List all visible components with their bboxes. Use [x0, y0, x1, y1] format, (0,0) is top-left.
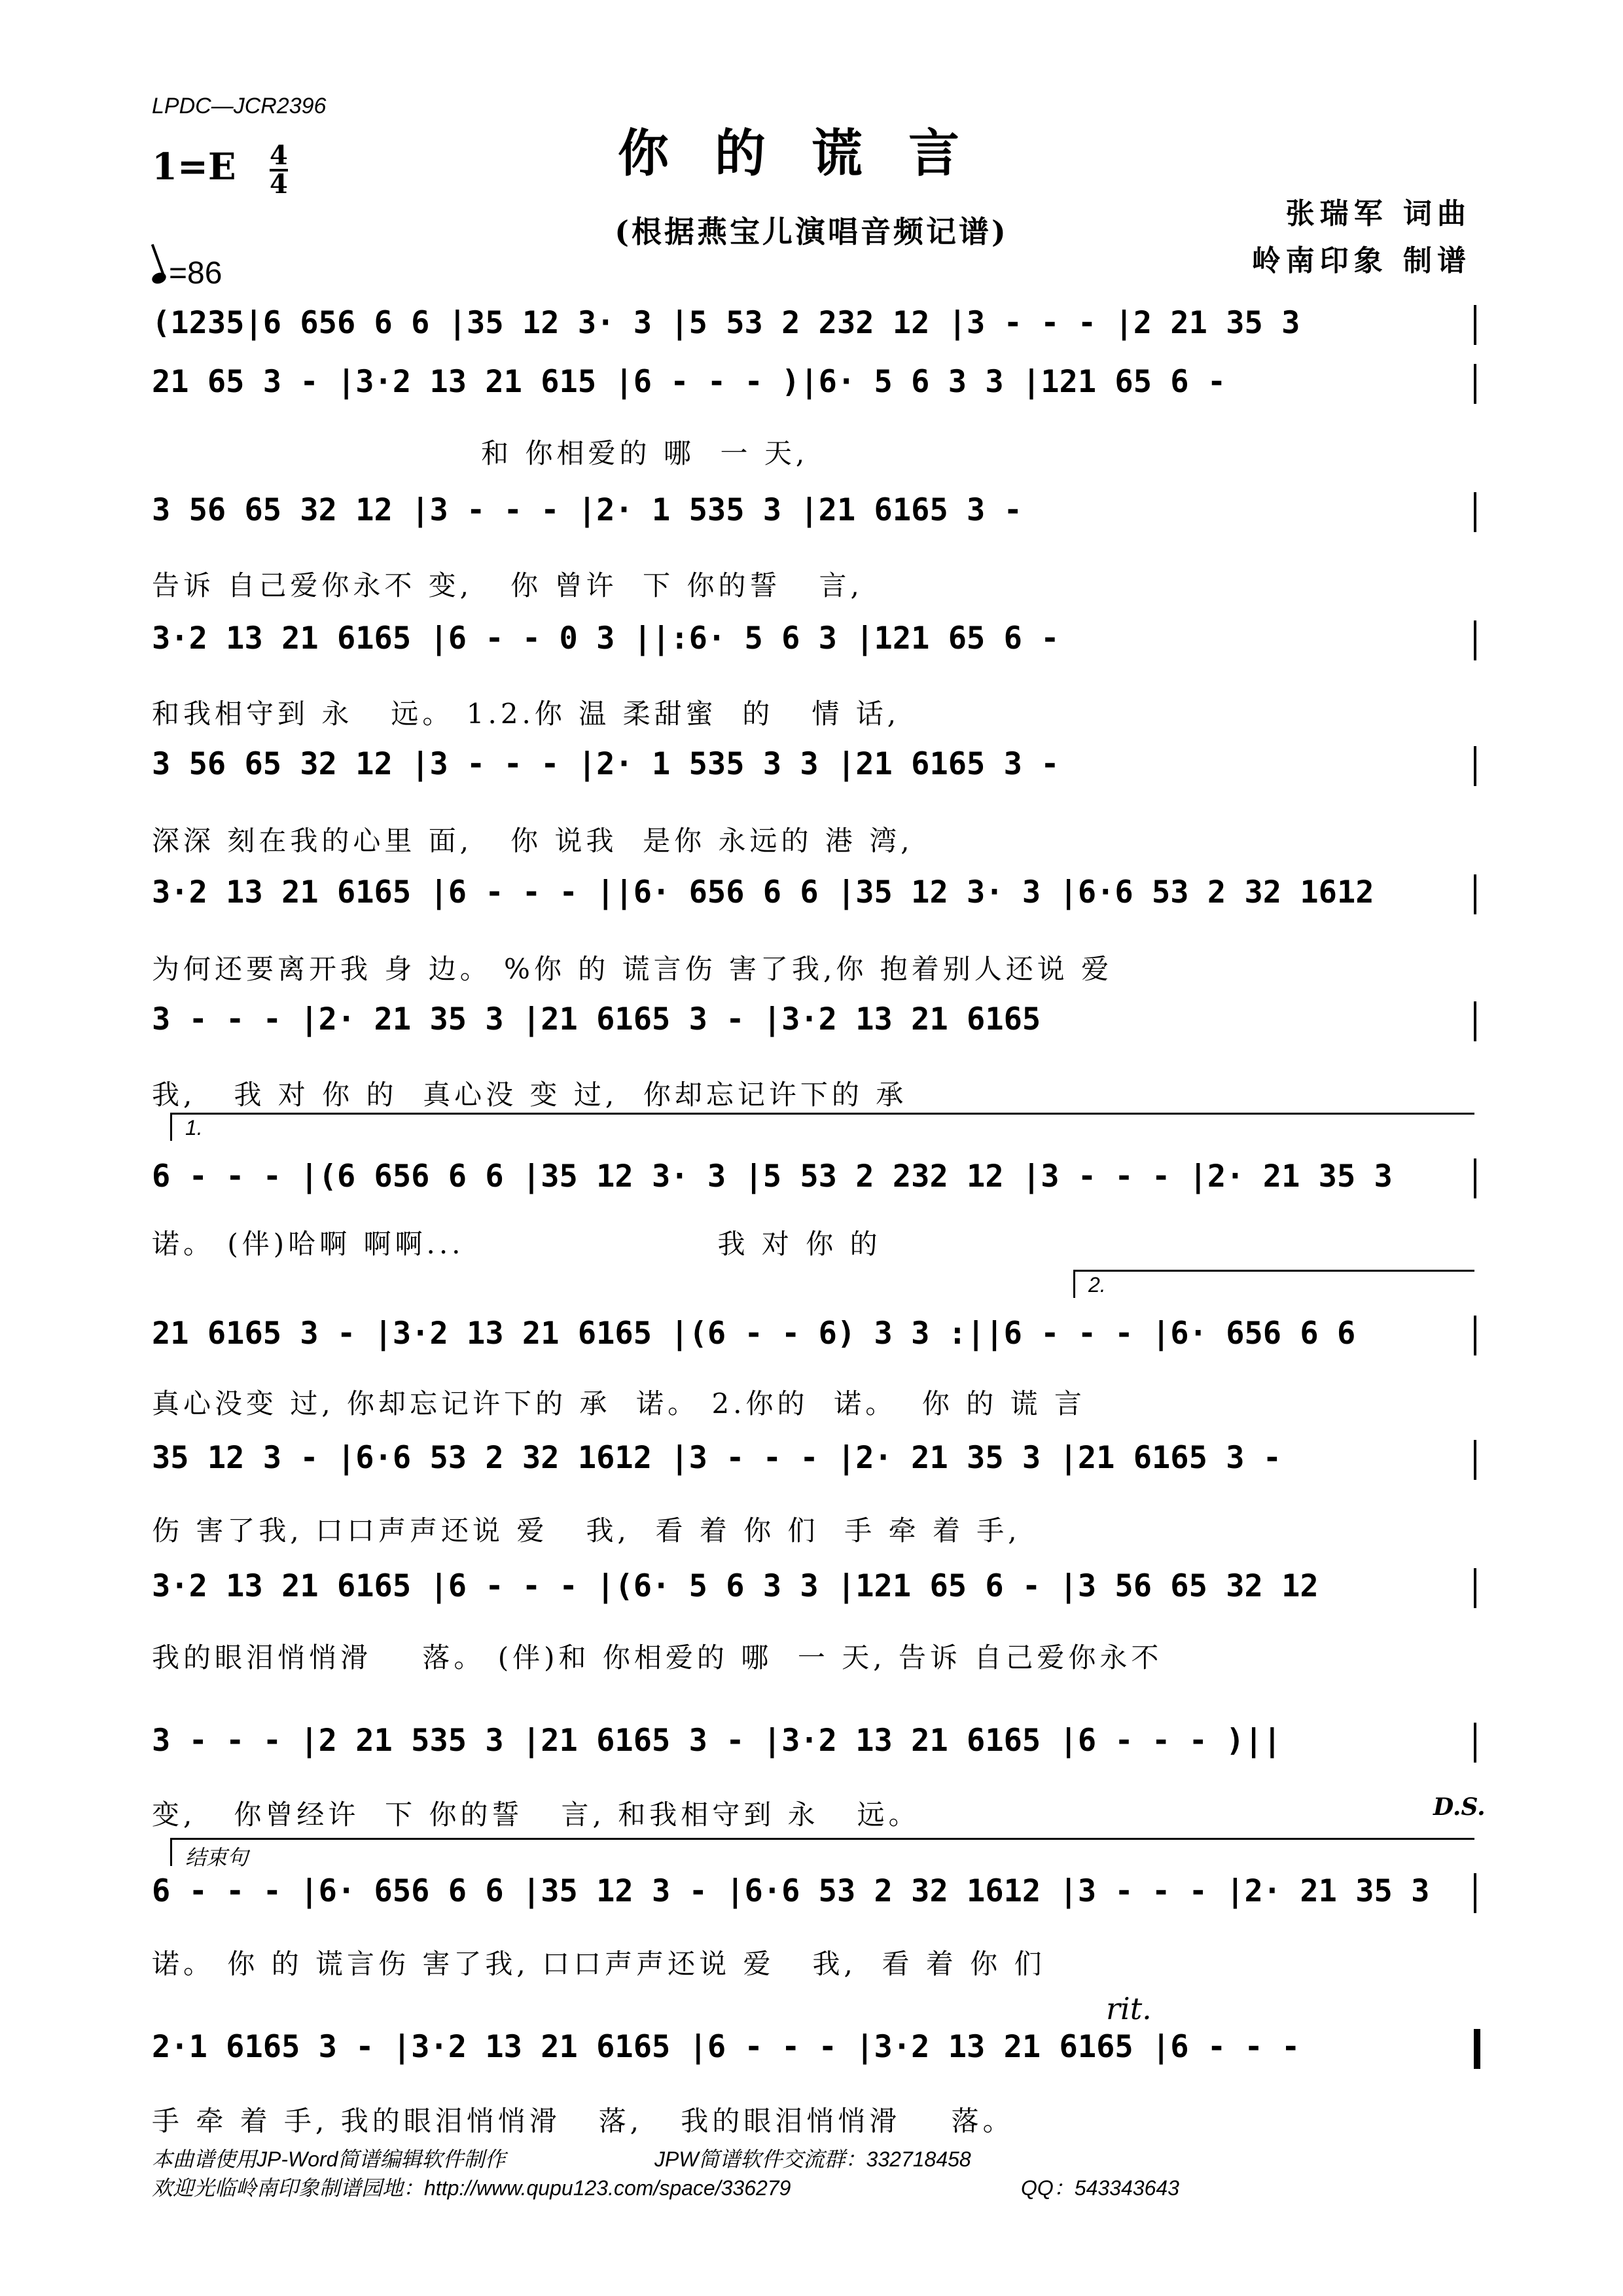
lyric-row-14: 手 牵 着 手, 我的眼泪悄悄滑 落, 我的眼泪悄悄滑 落。 [152, 2105, 1014, 2137]
arranger-credit: 岭南印象 制谱 [1251, 244, 1471, 278]
score-row-4: 3·2 13 21 6165 |6 - - 0 3 ||:6· 5 6 3 |121 65 6 - [152, 620, 1476, 660]
footer-software-note: 本曲谱使用JP-Word简谱编辑软件制作 [152, 2147, 506, 2171]
quarter-note-icon [151, 271, 168, 286]
coda-label: 结束句 [185, 1846, 249, 1869]
lyric-row-9: 真心没变 过, 你却忘记许下的 承 诺。 2.你的 诺。 你 的 谎 言 [152, 1388, 1086, 1420]
coda-bracket [170, 1838, 1474, 1869]
score-row-12: 3 - - - |2 21 535 3 |21 6165 3 - |3·2 13 21 6165 |6 - - - )|| [152, 1723, 1476, 1763]
composer-credit: 张瑞军 词曲 [1285, 197, 1471, 230]
score-row-3: 3 56 65 32 12 |3 - - - |2· 1 535 3 |21 6165 3 - [152, 492, 1476, 532]
score-code: LPDC—JCR2396 [152, 94, 327, 118]
lyric-row-5: 深深 刻在我的心里 面, 你 说我 是你 永远的 港 湾, [152, 825, 914, 857]
lyric-row-11: 我的眼泪悄悄滑 落。 (伴)和 你相爱的 哪 一 天, 告诉 自己爱你永不 [152, 1641, 1163, 1674]
lyric-row-7: 我, 我 对 你 的 真心没 变 过, 你却忘记许下的 承 [152, 1079, 908, 1111]
lyric-row-8: 诺。 (伴)哈啊 啊啊... 我 对 你 的 [152, 1228, 882, 1260]
score-row-13: 6 - - - |6· 656 6 6 |35 12 3 - |6·6 53 2 32 1612 |3 - - - |2· 21 35 3 [152, 1873, 1476, 1913]
footer-group-note: JPW简谱软件交流群：332718458 [654, 2147, 971, 2171]
tempo-value: =86 [169, 256, 223, 291]
lyric-row-6: 为何还要离开我 身 边。 %你 的 谎言伤 害了我,你 抱着别人还说 爱 [152, 953, 1113, 985]
lyric-row-10: 伤 害了我, 口口声声还说 爱 我, 看 着 你 们 手 牵 着 手, [152, 1515, 1021, 1547]
song-title: 你的谎言 [617, 124, 1005, 183]
score-row-5: 3 56 65 32 12 |3 - - - |2· 1 535 3 3 |21 6165 3 - [152, 746, 1476, 786]
footer-qq-note: QQ：543343643 [1021, 2176, 1179, 2200]
time-signature-top: 4 [270, 140, 288, 171]
volta-2 [1073, 1270, 1474, 1298]
score-row-1: (1235|6 656 6 6 |35 12 3· 3 |5 53 2 232 12 |3 - - - |2 21 35 3 [152, 305, 1476, 345]
score-row-10: 35 12 3 - |6·6 53 2 32 1612 |3 - - - |2· 21 35 3 |21 6165 3 - [152, 1440, 1476, 1480]
lyric-row-2: 和 你相爱的 哪 一 天, [152, 437, 809, 469]
score-row-8: 6 - - - |(6 656 6 6 |35 12 3· 3 |5 53 2 232 12 |3 - - - |2· 21 35 3 [152, 1158, 1476, 1198]
rit-mark: rit. [1106, 1991, 1152, 2026]
score-row-14: 2·1 6165 3 - |3·2 13 21 6165 |6 - - - |3·2 13 21 6165 |6 - - - [152, 2029, 1480, 2069]
lyric-row-13: 诺。 你 的 谎言伤 害了我, 口口声声还说 爱 我, 看 着 你 们 [152, 1948, 1046, 1980]
time-signature [270, 140, 288, 200]
tempo-marking [152, 255, 222, 291]
song-subtitle: (根据燕宝儿演唱音频记谱) [615, 214, 1008, 249]
lyric-row-4: 和我相守到 永 远。 1.2.你 温 柔甜蜜 的 情 话, [152, 698, 901, 730]
key-signature: 1=E [152, 145, 236, 188]
score-row-7: 3 - - - |2· 21 35 3 |21 6165 3 - |3·2 13 21 6165 [152, 1001, 1476, 1041]
time-signature-bottom: 4 [270, 169, 288, 200]
score-row-9: 21 6165 3 - |3·2 13 21 6165 |(6 - - 6) 3 3 :||6 - - - |6· 656 6 6 [152, 1316, 1476, 1355]
footer-website-note: 欢迎光临岭南印象制谱园地：http://www.qupu123.com/space/336279 [152, 2176, 791, 2200]
lyric-row-12: 变, 你曾经许 下 你的誓 言, 和我相守到 永 远。 [152, 1799, 920, 1831]
ds-mark: D.S. [1433, 1793, 1486, 1821]
volta-1-label: 1. [185, 1116, 203, 1139]
volta-2-label: 2. [1088, 1273, 1106, 1297]
score-row-11: 3·2 13 21 6165 |6 - - - |(6· 5 6 3 3 |121 65 6 - |3 56 65 32 12 [152, 1568, 1476, 1608]
score-row-6: 3·2 13 21 6165 |6 - - - ||6· 656 6 6 |35 12 3· 3 |6·6 53 2 32 1612 [152, 874, 1476, 914]
lyric-row-3: 告诉 自己爱你永不 变, 你 曾许 下 你的誓 言, [152, 569, 863, 601]
volta-1 [170, 1113, 1474, 1141]
score-row-2: 21 65 3 - |3·2 13 21 615 |6 - - - )|6· 5 6 3 3 |121 65 6 - [152, 364, 1476, 404]
